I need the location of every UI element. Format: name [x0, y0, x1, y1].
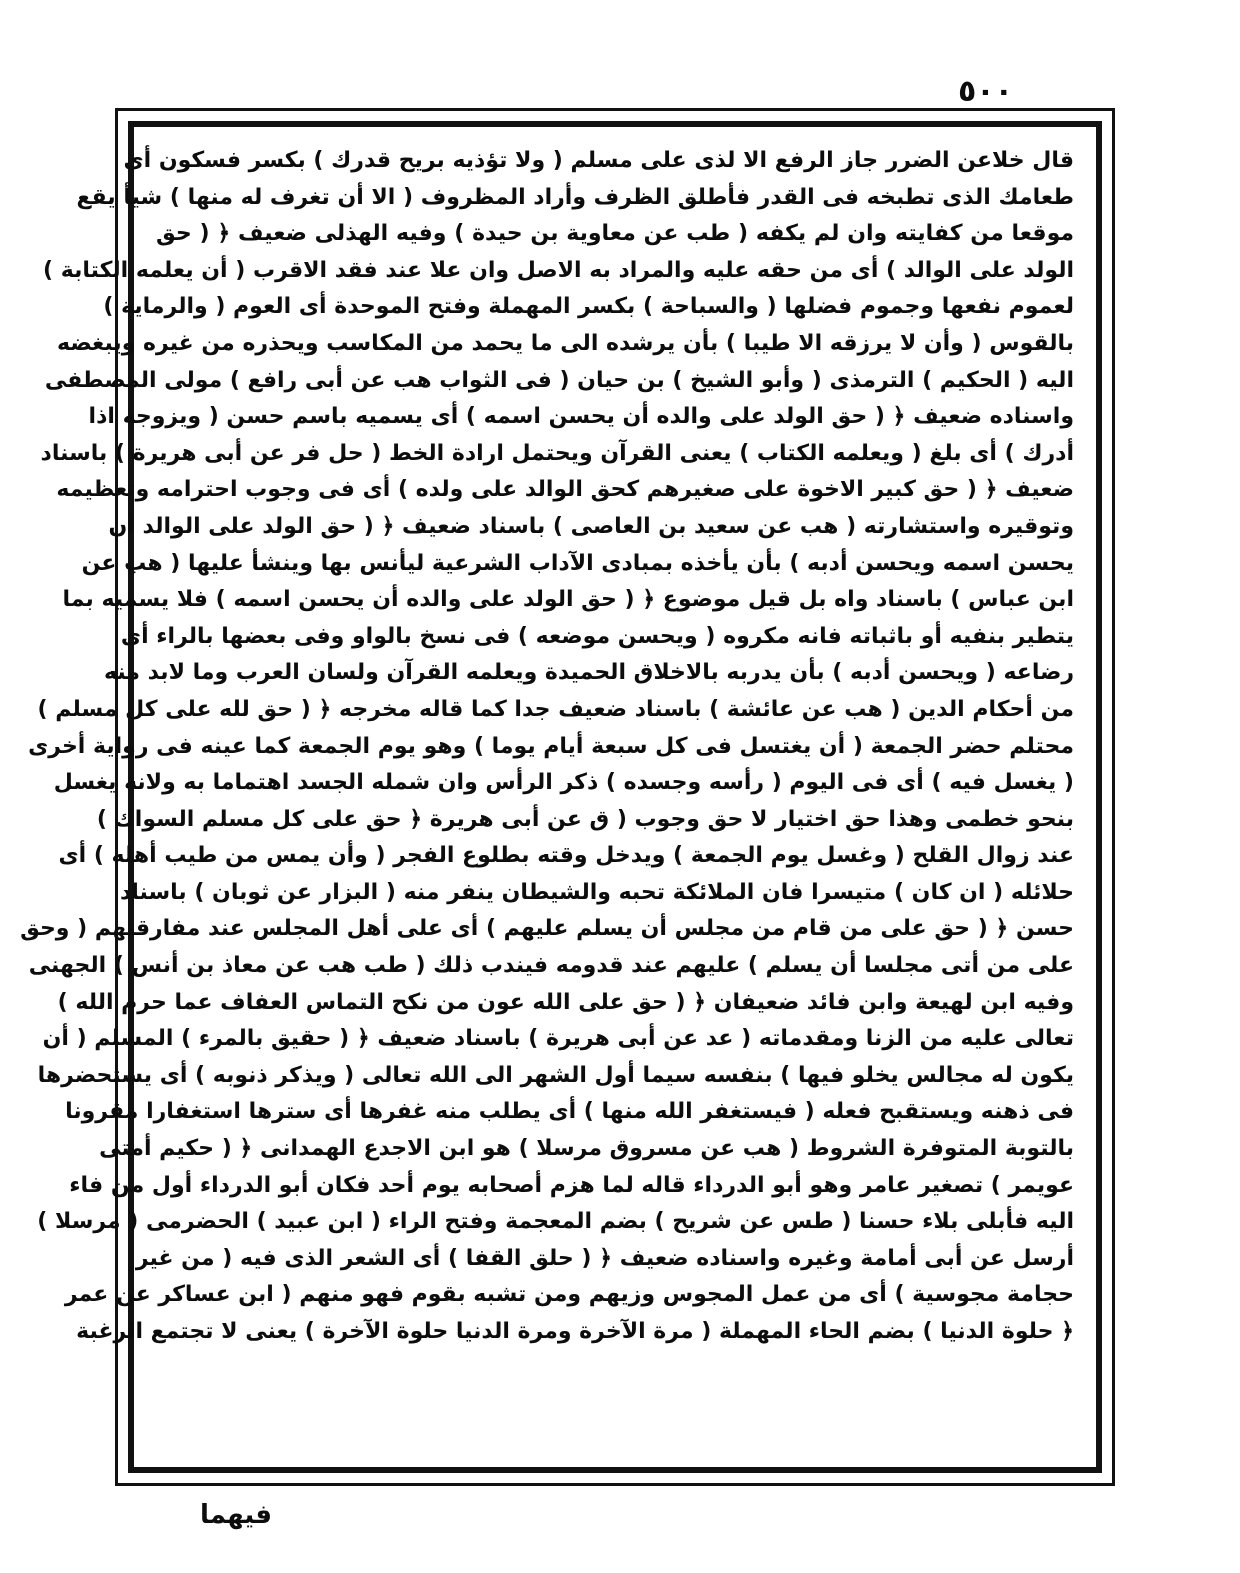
text-line-18: ( يغسل فيه ) أى فى اليوم ( رأسه وجسده ) ذكر الرأس وان شمله الجسد اهتماما به ولانه يغسل	[53, 770, 1074, 796]
text-line-5: لعموم نفعها وجموم فضلها ( والسباحة ) بكسر المهملة وفتح الموحدة أى العوم ( والرماية )	[103, 294, 1074, 320]
text-line-31: أرسل عن أبى أمامة وغيره واسناده ضعيف ﴿ ( حلق القفا ) أى الشعر الذى فيه ( من غير	[135, 1245, 1074, 1271]
text-line-14: يتطير بنفيه أو باثباته فانه مكروه ( ويحسن موضعه ) فى نسخ بالواو وفى بعضها بالراء أى	[120, 623, 1074, 649]
text-line-27: فى ذهنه ويستقبح فعله ( فيستغفر الله منها ) أى يطلب منه غفرها أى سترها استغفارا مقرونا	[65, 1099, 1074, 1125]
text-line-34	[156, 1351, 1074, 1388]
text-line-8: واسناده ضعيف ﴿ ( حق الولد على والده أن يحسن اسمه ) أى يسميه باسم حسن ( ويزوجه اذا	[88, 404, 1074, 430]
text-line-3: موقعا من كفايته وان لم يكفه ( طب عن معاوية بن حيدة ) وفيه الهذلى ضعيف ﴿ ( حق	[156, 221, 1074, 247]
text-line-16: من أحكام الدين ( هب عن عائشة ) باسناد ضعيف جدا كما قاله مخرجه ﴿ ( حق لله على كل مسلم )	[37, 696, 1074, 722]
text-line-2: طعامك الذى تطبخه فى القدر فأطلق الظرف وأراد المظروف ( الا أن تغرف له منها ) شيأ يقع	[76, 184, 1074, 210]
text-line-9: أدرك ) أى بلغ ( ويعلمه الكتاب ) يعنى القرآن ويحتمل ارادة الخط ( حل فر عن أبى هريرة ) باسناد	[40, 440, 1074, 466]
page-frame-inner	[20, 121, 1102, 1473]
text-line-19: بنحو خطمى وهذا حق اختيار لا حق وجوب ( ق عن أبى هريرة ﴿ حق على كل مسلم السواك )	[96, 806, 1074, 832]
text-line-32: حجامة مجوسية ) أى من عمل المجوس وزيهم ومن تشبه بقوم فهو منهم ( ابن عساكر عن عمر	[64, 1282, 1074, 1308]
text-line-17: محتلم حضر الجمعة ( أن يغتسل فى كل سبعة أيام يوما ) وهو يوم الجمعة كما عينه فى رواية أخرى	[28, 733, 1074, 759]
text-line-28: بالتوبة المتوفرة الشروط ( هب عن مسروق مرسلا ) هو ابن الاجدع الهمدانى ﴿ ( حكيم أمتى	[99, 1136, 1074, 1162]
text-line-35	[156, 1387, 1074, 1424]
text-line-7: اليه ( الحكيم ) الترمذى ( وأبو الشيخ ) بن حيان ( فى الثواب هب عن أبى رافع ) مولى المصطفى	[44, 367, 1074, 393]
text-line-4: الولد على الوالد ) أى من حقه عليه والمراد به الاصل وان علا عند فقد الاقرب ( أن يعلمه الكتابة )	[43, 257, 1074, 283]
text-line-29: عويمر ) تصغير عامر وهو أبو الدرداء قاله لما هزم أصحابه يوم أحد فكان أبو الدرداء أول من فاء	[69, 1172, 1074, 1198]
catchword: فيهما	[200, 1500, 272, 1530]
text-line-20: عند زوال القلح ( وغسل يوم الجمعة ) ويدخل وقته بطلوع الفجر ( وأن يمس من طيب أهله ) أى	[58, 843, 1074, 869]
text-line-12: يحسن اسمه ويحسن أدبه ) بأن يأخذه بمبادى الآداب الشرعية ليأنس بها وينشأ عليها ( هب عن	[81, 550, 1074, 576]
text-line-1: قال خلاعن الضرر جاز الرفع الا لذى على مسلم ( ولا تؤذيه بريح قدرك ) بكسر فسكون أى	[123, 148, 1074, 173]
text-line-36	[156, 1424, 1074, 1461]
text-line-33: ﴿ حلوة الدنيا ) بضم الحاء المهملة ( مرة الآخرة ومرة الدنيا حلوة الآخرة ) يعنى لا تجتمع الرغبة	[76, 1319, 1074, 1344]
text-line-10: ضعيف ﴿ ( حق كبير الاخوة على صغيرهم كحق الوالد على ولده ) أى فى وجوب احترامه وتعظيمه	[56, 477, 1074, 503]
text-line-11: وتوقيره واستشارته ( هب عن سعيد بن العاصى ) باسناد ضعيف ﴿ ( حق الولد على الوالد أن	[108, 513, 1074, 539]
text-line-24: وفيه ابن لهيعة وابن فائد ضعيفان ﴿ ( حق على الله عون من نكح التماس العفاف عما حرم الله )	[57, 989, 1074, 1015]
text-line-13: ابن عباس ) باسناد واه بل قيل موضوع ﴿ ( حق الولد على والده أن يحسن اسمه ) فلا يسميه بما	[62, 587, 1074, 613]
text-line-15: رضاعه ( ويحسن أدبه ) بأن يدربه بالاخلاق الحميدة ويعلمه القرآن ولسان العرب وما لابد منه	[104, 660, 1074, 686]
text-line-23: على من أتى مجلسا أن يسلم ) عليهم عند قدومه فيندب ذلك ( طب هب عن معاذ بن أنس ) الجهنى	[28, 953, 1074, 979]
text-line-6: بالقوس ( وأن لا يرزقه الا طيبا ) بأن يرشده الى ما يحمد من المكاسب ويحذره من غيره ويبغضه	[57, 330, 1074, 356]
text-block	[20, 143, 1074, 1451]
text-line-22: حسن ﴿ ( حق على من قام من مجلس أن يسلم عليهم ) أى على أهل المجلس عند مفارقتهم ( وحق	[20, 916, 1074, 942]
text-line-26: يكون له مجالس يخلو فيها ) بنفسه سيما أول الشهر الى الله تعالى ( ويذكر ذنوبه ) أى يستحضرها	[37, 1062, 1074, 1088]
page-number: ٥٠٠	[958, 74, 1013, 109]
text-line-21: حلائله ( ان كان ) متيسرا فان الملائكة تحبه والشيطان ينفر منه ( البزار عن ثوبان ) باسناد	[119, 879, 1074, 905]
text-line-30: اليه فأبلى بلاء حسنا ( طس عن شريح ) بضم المعجمة وفتح الراء ( ابن عبيد ) الحضرمى ( مرسلا )	[37, 1209, 1074, 1235]
text-line-25: تعالى عليه من الزنا ومقدماته ( عد عن أبى هريرة ) باسناد ضعيف ﴿ ( حقيق بالمرء ) المسلم ( أن	[42, 1026, 1074, 1052]
page-frame	[20, 108, 1115, 1486]
text-line-37	[156, 1460, 1074, 1497]
